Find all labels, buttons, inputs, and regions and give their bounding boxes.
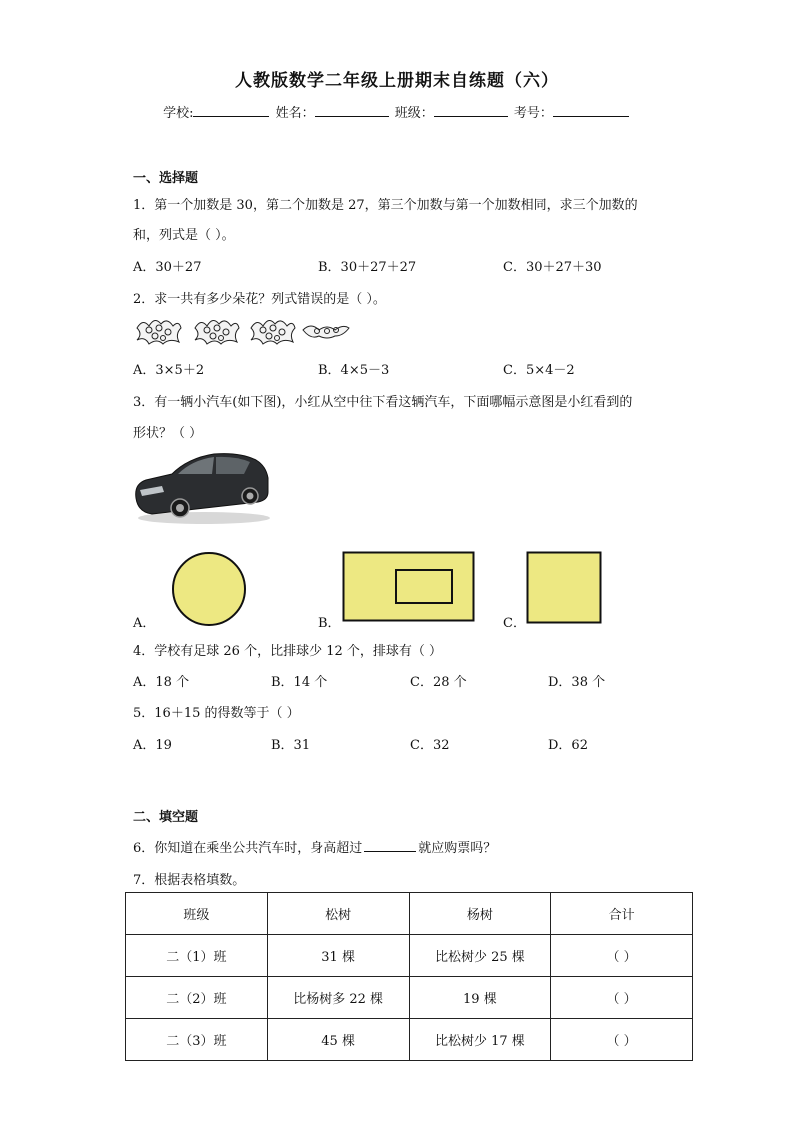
table-cell: 二（2）班 <box>126 977 268 1019</box>
q2-option-c[interactable]: C．5×4－2 <box>503 363 575 378</box>
section-1-title: 一、选择题 <box>133 171 199 186</box>
q3-option-c-square-shape[interactable] <box>526 551 603 625</box>
q3-option-b-rectangle-shape[interactable] <box>342 551 476 623</box>
table-cell: 比松树少 25 棵 <box>409 935 551 977</box>
q3-option-b[interactable]: B． <box>318 616 341 631</box>
table-header-cell: 班级 <box>126 893 268 935</box>
small-flower-group-icon <box>303 326 349 338</box>
q6-answer-blank[interactable] <box>364 839 416 852</box>
total-answer-cell[interactable]: （ ） <box>551 977 693 1019</box>
q3-text-line2: 形状？（ ） <box>133 426 203 441</box>
table-cell: 二（3）班 <box>126 1019 268 1061</box>
q1-text-line1: 1．第一个加数是 30，第二个加数是 27，第三个加数与第一个加数相同，求三个加数的 <box>133 198 638 213</box>
section-2-title: 二、填空题 <box>133 810 199 825</box>
table-cell: 19 棵 <box>409 977 551 1019</box>
car-image <box>132 446 272 526</box>
q1-option-b[interactable]: B．30＋27＋27 <box>318 260 417 275</box>
class-blank[interactable] <box>434 104 508 117</box>
q1-option-c[interactable]: C．30＋27＋30 <box>503 260 602 275</box>
table-row <box>126 977 693 1019</box>
table-row <box>126 935 693 977</box>
q5-option-c[interactable]: C．32 <box>410 738 450 753</box>
q4-option-a[interactable]: A．18 个 <box>133 675 190 690</box>
table-cell: 比松树少 17 棵 <box>409 1019 551 1061</box>
q4-text: 4．学校有足球 26 个，比排球少 12 个，排球有（ ） <box>133 644 443 659</box>
table-header-cell: 松树 <box>267 893 409 935</box>
table-cell: 31 棵 <box>267 935 409 977</box>
school-label: 学校: <box>163 106 194 121</box>
total-answer-cell[interactable]: （ ） <box>551 1019 693 1061</box>
q6-text <box>133 837 496 856</box>
exam-number-blank[interactable] <box>553 104 629 117</box>
flower-group-icon <box>195 320 239 344</box>
table-header-row <box>126 893 693 935</box>
flower-groups-image <box>133 312 353 348</box>
name-label: 姓名： <box>275 106 315 121</box>
q7-text: 7．根据表格填数。 <box>133 873 246 888</box>
total-answer-cell[interactable]: （ ） <box>551 935 693 977</box>
q4-option-d[interactable]: D．38 个 <box>548 675 606 690</box>
table-header-cell: 合计 <box>551 893 693 935</box>
q2-text: 2．求一共有多少朵花？列式错误的是（ ）。 <box>133 292 386 307</box>
exam-number-label: 考号： <box>513 106 553 121</box>
q4-option-b[interactable]: B．14 个 <box>271 675 328 690</box>
name-blank[interactable] <box>315 104 389 117</box>
q2-option-a[interactable]: A．3×5＋2 <box>133 363 205 378</box>
q1-option-a[interactable]: A．30＋27 <box>133 260 202 275</box>
class-label: 班级： <box>394 106 434 121</box>
q6-text-after: 就应购票吗？ <box>418 841 497 856</box>
school-blank[interactable] <box>193 104 269 117</box>
q2-option-b[interactable]: B．4×5－3 <box>318 363 390 378</box>
q3-option-c[interactable]: C． <box>503 616 526 631</box>
tree-count-table <box>125 892 693 1061</box>
q5-text: 5．16＋15 的得数等于（ ） <box>133 706 300 721</box>
table-cell: 二（1）班 <box>126 935 268 977</box>
q5-option-b[interactable]: B．31 <box>271 738 311 753</box>
q3-text-line1: 3．有一辆小汽车(如下图)，小红从空中往下看这辆汽车，下面哪幅示意图是小红看到的 <box>133 395 633 410</box>
q3-option-a[interactable]: A． <box>133 616 156 631</box>
flower-group-icon <box>137 320 181 344</box>
flower-group-icon <box>251 320 295 344</box>
table-cell: 45 棵 <box>267 1019 409 1061</box>
q4-option-c[interactable]: C．28 个 <box>410 675 467 690</box>
table-row <box>126 1019 693 1061</box>
q6-text-before: 6．你知道在乘坐公共汽车时，身高超过 <box>133 841 363 856</box>
q5-option-a[interactable]: A．19 <box>133 738 172 753</box>
page-title: 人教版数学二年级上册期末自练题（六） <box>235 71 559 91</box>
table-header-cell: 杨树 <box>409 893 551 935</box>
q5-option-d[interactable]: D．62 <box>548 738 588 753</box>
q1-text-line2: 和，列式是（ ）。 <box>133 228 235 243</box>
student-info-line <box>0 102 794 121</box>
table-cell: 比杨树多 22 棵 <box>267 977 409 1019</box>
q3-option-a-circle-shape[interactable] <box>170 550 248 628</box>
